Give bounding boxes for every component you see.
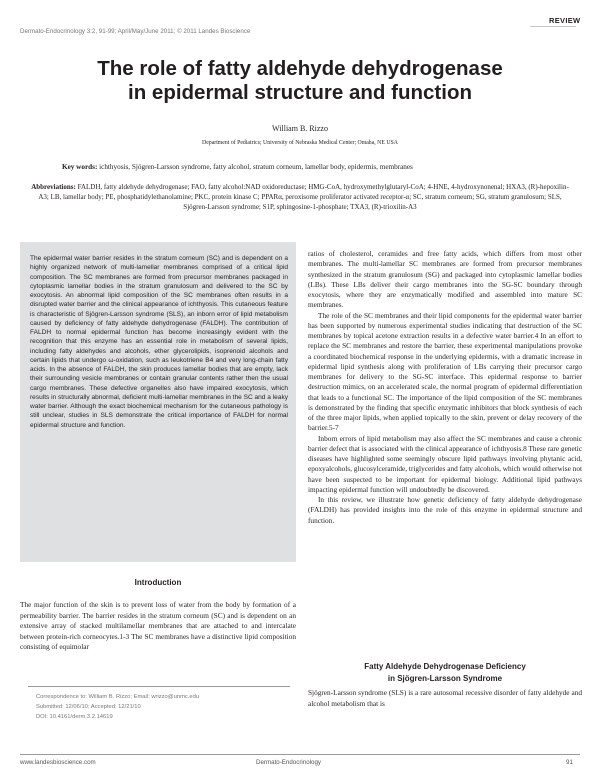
paragraph: ratios of cholesterol, ceramides and free fatty acids, which differs from most other membranes. The multi-lamellar SC membranes are formed from precursor membranes synthesized in the stratum granulosum (SG) and packaged into cytoplasmic lamellar bodies (LBs). These LBs deliver their cargo membranes into the SG-SC boundary through exocytosis, where they are enzymatically modified and assembled into mature SC membranes. bbox=[308, 249, 582, 310]
title-line-2: in epidermal structure and function bbox=[128, 81, 472, 104]
section-label: REVIEW bbox=[549, 16, 581, 25]
author-name: William B. Rizzo bbox=[272, 124, 328, 133]
abbreviations bbox=[30, 183, 570, 212]
keywords bbox=[62, 163, 562, 171]
footer-url: www.landesbioscience.com bbox=[20, 759, 96, 766]
keywords-list: ichthyosis, Sjögren-Larsson syndrome, fatty alcohol, stratum corneum, lamellar body, epidermis, membranes bbox=[99, 163, 413, 171]
heading-line-2: in Sjögren-Larsson Syndrome bbox=[387, 673, 503, 683]
title-line-1: The role of fatty aldehyde dehydrogenase bbox=[97, 57, 503, 80]
footer-journal: Dermato-Endocrinology bbox=[256, 759, 321, 766]
doi: DOI: 10.4161/derm.3.2.14619 bbox=[36, 714, 113, 720]
abstract-text: The epidermal water barrier resides in the stratum corneum (SC) and is dependent on a highly organized network of multi-lamellar membranes comprised of a critical lipid composition. The SC membranes are formed from precursor membranes packaged in cytoplasmic lamellar bodies in the stratum granulosum and delivered to the SC by exocytosis. An abnormal lipid composition of the SC membranes often results in a disrupted water barrier and the clinical appearance of ichthyosis. This cutaneous feature is characteristic of Sjögren-Larsson syndrome (SLS), an inborn error of lipid metabolism caused by deficiency of fatty aldehyde dehydrogenase (FALDH). The contribution of FALDH to normal epidermal function has become increasingly evident with the recognition that this enzyme has an essential role in metabolism of several lipids, including fatty aldehydes and alcohols, ether glycerolipids, isoprenoid alcohols and certain lipids that undergo ω-oxidation, such as leukotriene B4 and very long-chain fatty acids. In the absence of FALDH, the skin produces lamellar bodies that are empty, lack their surrounding vesicle membranes or contain granular contents rather then the usual cargo membranes. These defective organelles also have impaired exocytosis, which results in structurally abnormal, deficient multi-lamellar membranes in the SC and a leaky water barrier. Although the exact biochemical mechanism for the cutaneous pathology is still unclear, studies in SLS demonstrate the critical importance of FALDH for normal epidermal structure and function. bbox=[30, 255, 288, 429]
article-title bbox=[20, 57, 580, 105]
heading-line-1: Fatty Aldehyde Dehydrogenase Deficiency bbox=[364, 662, 526, 671]
footer-rule bbox=[20, 754, 580, 755]
header-rule bbox=[530, 26, 576, 27]
author-affiliation: Department of Pediatrics; University of Nebraska Medical Center; Omaha, NE USA bbox=[202, 140, 398, 146]
submitted-dates: Submitted: 12/06/10; Accepted: 12/21/10 bbox=[36, 704, 141, 710]
correspondence-line: Correspondence to: William B. Rizzo; Email: wrizzo@unmc.edu bbox=[36, 694, 200, 700]
abbreviations-label: Abbreviations: bbox=[31, 183, 76, 191]
paragraph: Inborn errors of lipid metabolism may also affect the SC membranes and cause a chronic barrier defect that is associated with the clinical appearance of ichthyosis.8 These rare genetic diseases have highlighted some seemingly obscure lipid pathways involving phytanic acid, epoxyalcohols, glucosylceramide, triglycerides and fatty alcohols, which would otherwise not have been suspected to be important for epidermal biology. Additional lipid pathways impacting epidermal function will undoubtedly be discovered. bbox=[308, 433, 582, 494]
page-number: 91 bbox=[566, 759, 573, 766]
journal-citation: Dermato-Endocrinology 3:2, 91-99; April/May/June 2011; © 2011 Landes Bioscience bbox=[20, 28, 251, 35]
keywords-label: Key words: bbox=[62, 163, 98, 171]
right-column bbox=[308, 249, 582, 526]
section-heading-introduction: Introduction bbox=[134, 578, 182, 587]
paragraph: The role of the SC membranes and their lipid components for the epidermal water barrier has been supported by numerous experimental studies indicating that destruction of the SC membranes by topical acetone extraction results in a defective water barrier.4 In an effort to replace the SC membranes and restore the barrier, these experimental manipulations provoke a coordinated biochemical response in the underlying epidermis, with a dramatic increase in epidermal lipid synthesis along with proliferation of LBs carrying their precursor cargo membranes for delivery to the SG-SC interface. This epidermal response to barrier destruction mimics, on an accelerated scale, the normal program of epidermal differentiation that leads to a functional SC. The importance of the lipid composition of the SC membranes is demonstrated by the finding that specific enzymatic inhibitors that block synthesis of each of the three major lipids, when applied topically to the skin, prevent or delay recovery of the barrier.5-7 bbox=[308, 310, 582, 433]
introduction-text: The major function of the skin is to prevent loss of water from the body by formation of a permeability barrier. The barrier resides in the stratum corneum (SC) and is dependent on an extensive array of stacked multilamellar membranes that are attached to and intercalate between protein-rich corneocytes.1-3 The SC membranes have a distinctive lipid composition consisting of equimolar bbox=[20, 600, 296, 651]
section-text: Sjögren-Larsson syndrome (SLS) is a rare autosomal recessive disorder of fatty aldehyde and alcohol metabolism that is bbox=[308, 688, 582, 708]
section-heading-faldh bbox=[308, 661, 582, 684]
abbreviations-list: FALDH, fatty aldehyde dehydrogenase; FAO, fatty alcohol:NAD oxidoreductase; HMG-CoA, hydroxymethylglutaryl-CoA; 4-HNE, 4-hydroxynonenal; HXA3, (R)-hepoxilin-A3; LB, lamellar body; PE, phosphatidylethanolamine; PKC, protein kinase C; PPARα, peroxisome proliferator activated receptor-α; SC, stratum corneum; SG, stratum granulosum; SLS, Sjögren-Larsson syndrome; S1P, sphingosine-1-phosphate; TXA3, (R)-trioxilin-A3 bbox=[38, 183, 569, 211]
paragraph: In this review, we illustrate how genetic deficiency of fatty aldehyde dehydrogenase (FALDH) has provided insights into the role of this enzyme in epidermal structure and function. bbox=[308, 495, 582, 525]
